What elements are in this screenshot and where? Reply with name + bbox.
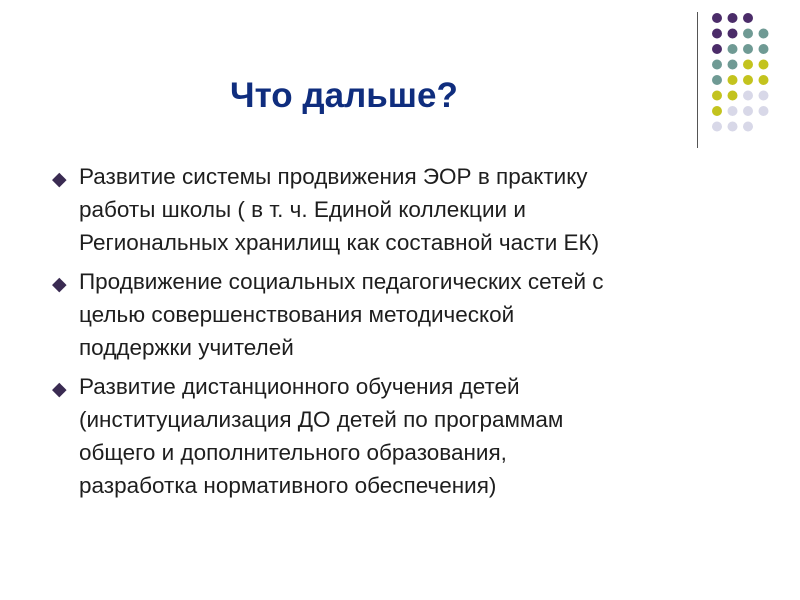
decorative-dot	[743, 13, 753, 23]
bullet-text-line: Развитие дистанционного обучения детей	[79, 374, 520, 399]
decorative-dot	[743, 29, 753, 39]
decorative-dot	[728, 29, 738, 39]
diamond-bullet-icon: ◆	[52, 274, 67, 295]
decorative-dot	[759, 75, 769, 85]
bullet-item	[52, 265, 762, 364]
bullet-text-line: разработка нормативного обеспечения)	[79, 473, 497, 498]
decorative-dot	[712, 91, 722, 101]
bullet-item	[52, 160, 762, 259]
decorative-dot	[712, 60, 722, 70]
decorative-dot	[759, 91, 769, 101]
decorative-dot	[728, 75, 738, 85]
diamond-bullet-icon: ◆	[52, 379, 67, 400]
decorative-dot	[712, 13, 722, 23]
bullet-text-line: работы школы ( в т. ч. Единой коллекции и	[79, 197, 526, 222]
bullet-text-line: Региональных хранилищ как составной части ЕК)	[79, 230, 600, 255]
decorative-dot	[728, 60, 738, 70]
slide-title: Что дальше?	[230, 76, 458, 115]
decorative-dot	[712, 75, 722, 85]
decorative-dot	[759, 29, 769, 39]
decorative-dot	[712, 106, 722, 116]
decorative-dot	[743, 75, 753, 85]
decorative-dot	[712, 44, 722, 54]
bullet-text-line: общего и дополнительного образования,	[79, 440, 507, 465]
bullet-text-line: поддержки учителей	[79, 335, 294, 360]
bullet-text-line: целью совершенствования методической	[79, 302, 515, 327]
bullet-text-line: (институциализация ДО детей по программам	[79, 407, 564, 432]
diamond-bullet-icon: ◆	[52, 169, 67, 190]
decorative-dot	[743, 106, 753, 116]
decorative-dot	[743, 122, 753, 132]
decorative-dot	[743, 60, 753, 70]
decorative-dot	[728, 13, 738, 23]
decorative-dot	[743, 91, 753, 101]
decorative-dot	[712, 122, 722, 132]
decorative-dot	[728, 106, 738, 116]
decorative-dot	[759, 44, 769, 54]
decorative-dot	[728, 122, 738, 132]
decorative-dot	[759, 106, 769, 116]
decorative-vertical-line	[697, 12, 698, 148]
bullet-list	[52, 160, 762, 508]
decorative-dot	[743, 44, 753, 54]
bullet-item	[52, 370, 762, 502]
bullet-text-line: Развитие системы продвижения ЭОР в практику	[79, 164, 588, 189]
decorative-dot	[712, 29, 722, 39]
decorative-dot	[728, 91, 738, 101]
bullet-text-line: Продвижение социальных педагогических сетей с	[79, 269, 604, 294]
decorative-dot-grid	[0, 0, 800, 140]
decorative-dot	[728, 44, 738, 54]
decorative-dot	[759, 60, 769, 70]
